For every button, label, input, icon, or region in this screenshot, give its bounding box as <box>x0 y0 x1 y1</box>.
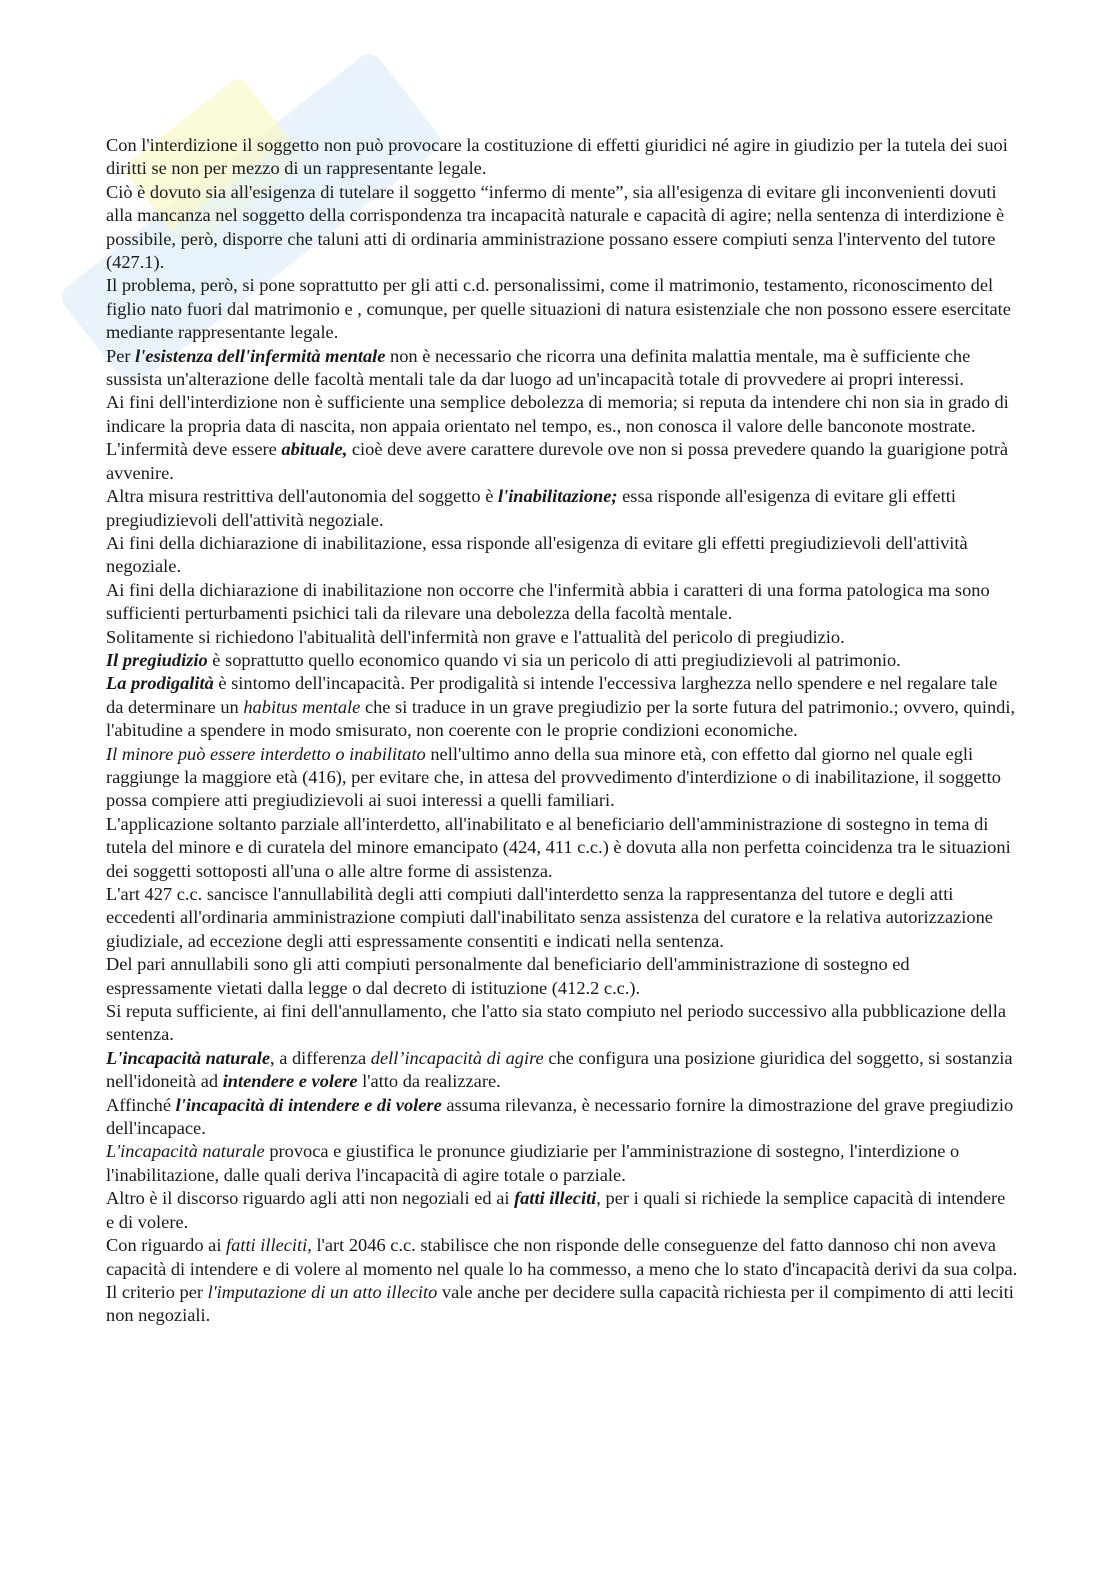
paragraph-text: essa risponde all'esigenza di evitare gli effetti pregiudizievoli dell'attività negoziale. <box>106 486 957 530</box>
paragraph-text: Del pari annullabili sono gli atti compiuti personalmente dal beneficiario dell'amministrazione di sostegno ed espressamente vietati dalla legge o dal decreto di istituzione (412.2 c.c.). <box>106 954 910 998</box>
paragraph <box>106 485 1018 532</box>
paragraph <box>106 134 1018 181</box>
emphasis-text: l'imputazione di un atto illecito <box>207 1281 438 1302</box>
paragraph-text: , per i quali si richiede la semplice capacità di intendere e di volere. <box>106 1188 1006 1232</box>
paragraph <box>106 672 1018 742</box>
paragraph-text: vale anche per decidere sulla capacità richiesta per il compimento di atti leciti non negoziali. <box>106 1281 1014 1326</box>
paragraph <box>106 345 1018 392</box>
emphasis-text: dell’incapacità di agire <box>370 1047 544 1068</box>
paragraph <box>106 274 1018 344</box>
paragraph-text: Altro è il discorso riguardo agli atti non negoziali ed ai <box>106 1188 515 1209</box>
emphasis-text: Il pregiudizio <box>106 649 208 670</box>
paragraph-text: Con l'interdizione il soggetto non può provocare la costituzione di effetti giuridici né agire in giudizio per la tutela dei suoi diritti se non per mezzo di un rappresentante legale. <box>106 135 1008 179</box>
emphasis-text: La prodigalità <box>106 673 214 694</box>
paragraph-text: , l'art 2046 c.c. stabilisce che non risponde delle conseguenze del fatto dannoso chi non aveva capacità di intendere e di volere al momento nel quale lo ha commesso, a meno che lo stato d'incapacità derivi da sua colpa. <box>106 1235 1018 1279</box>
emphasis-text: L'incapacità naturale <box>106 1047 270 1068</box>
paragraph <box>106 1000 1018 1047</box>
paragraph-text: non è necessario che ricorra una definita malattia mentale, ma è sufficiente che sussista un'alterazione delle facoltà mentali tale da dar luogo ad un'incapacità totale di provvedere ai propri interessi. <box>106 345 971 390</box>
paragraph-text: che si traduce in un grave pregiudizio per la sorte futura del patrimonio.; ovvero, quindi, l'abitudine a spendere in modo smisurato, non coerente con le proprie condizioni economiche. <box>106 696 1016 741</box>
paragraph-text: che configura una posizione giuridica del soggetto, si sostanzia nell'idoneità ad <box>106 1047 1013 1092</box>
paragraph-text: Ai fini dell'interdizione non è sufficiente una semplice debolezza di memoria; si reputa da intendere chi non sia in grado di indicare la propria data di nascita, non appaia orientato nel tempo, es., non conosca il valore delle banconote mostrate. <box>106 392 1009 436</box>
paragraph <box>106 953 1018 1000</box>
paragraph-text: L'infermità deve essere <box>106 439 282 460</box>
paragraph-text: L'applicazione soltanto parziale all'interdetto, all'inabilitato e al beneficiario dell'amministrazione di sostegno in tema di tutela del minore e di curatela del minore emancipato (424, 411 c.c.) è dovuta alla non perfetta coincidenza tra le situazioni dei soggetti sottoposti all'una o alle altre forme di assistenza. <box>106 813 1011 881</box>
emphasis-text: Il minore può essere interdetto o inabilitato <box>106 743 426 764</box>
paragraph-text: Ai fini della dichiarazione di inabilitazione, essa risponde all'esigenza di evitare gli effetti pregiudizievoli dell'attività negoziale. <box>106 532 968 577</box>
emphasis-text: l'inabilitazione; <box>497 486 618 507</box>
paragraph <box>106 579 1018 626</box>
paragraph-text: cioè deve avere carattere durevole ove non si possa prevedere quando la guarigione potrà avvenire. <box>106 439 1009 483</box>
emphasis-text: fatti illeciti <box>514 1188 597 1209</box>
paragraph <box>106 532 1018 579</box>
paragraph-text: Ai fini della dichiarazione di inabilitazione non occorre che l'infermità abbia i caratteri di una forma patologica ma sono sufficienti perturbamenti psichici tali da rilevare una debolezza della facoltà mentale. <box>106 579 990 624</box>
emphasis-text: fatti illeciti <box>226 1235 308 1256</box>
paragraph-text: Per <box>106 345 136 366</box>
paragraph-text: Affinché <box>106 1094 176 1115</box>
paragraph <box>106 1281 1018 1328</box>
paragraph <box>106 1234 1018 1281</box>
paragraph <box>106 626 1018 649</box>
document-body <box>106 134 1018 1328</box>
paragraph <box>106 181 1018 275</box>
paragraph-text: L'art 427 c.c. sancisce l'annullabilità degli atti compiuti dall'interdetto senza la rappresentanza del tutore e degli atti eccedenti all'ordinaria amministrazione compiuti dall'inabilitato senza assistenza del curatore e la relativa autorizzazione giudiziale, ad eccezione degli atti espressamente consentiti e indicati nella sentenza. <box>106 884 993 951</box>
emphasis-text: intendere e volere <box>222 1071 358 1092</box>
paragraph-text: Solitamente si richiedono l'abitualità dell'infermità non grave e l'attualità del pericolo di pregiudizio. <box>106 626 845 647</box>
paragraph <box>106 813 1018 883</box>
emphasis-text: L'incapacità naturale <box>106 1141 265 1162</box>
paragraph <box>106 1187 1018 1234</box>
paragraph-text: Altra misura restrittiva dell'autonomia del soggetto è <box>106 486 498 507</box>
paragraph <box>106 391 1018 438</box>
paragraph <box>106 1094 1018 1141</box>
paragraph-text: , a differenza <box>270 1047 371 1068</box>
paragraph-text: provoca e giustifica le pronunce giudiziarie per l'amministrazione di sostegno, l'interdizione o l'inabilitazione, dalle quali deriva l'incapacità di agire totale o parziale. <box>106 1141 960 1185</box>
paragraph-text: assuma rilevanza, è necessario fornire la dimostrazione del grave pregiudizio dell'incapace. <box>106 1094 1014 1139</box>
paragraph-text: Il criterio per <box>106 1281 208 1302</box>
paragraph <box>106 1047 1018 1094</box>
paragraph-text: l'atto da realizzare. <box>357 1071 501 1092</box>
paragraph-text: è sintomo dell'incapacità. Per prodigalità si intende l'eccessiva larghezza nello spendere e nel regalare tale da determinare un <box>106 673 998 717</box>
paragraph <box>106 883 1018 953</box>
emphasis-text: l'incapacità di intendere e di volere <box>175 1094 442 1115</box>
emphasis-text: abituale, <box>281 439 348 460</box>
paragraph <box>106 649 1018 672</box>
paragraph-text: Il problema, però, si pone soprattutto per gli atti c.d. personalissimi, come il matrimonio, testamento, riconoscimento del figlio nato fuori dal matrimonio e , comunque, per quelle situazioni di natura esistenziale che non possono essere esercitate mediante rappresentante legale. <box>106 275 1011 343</box>
paragraph <box>106 438 1018 485</box>
paragraph-text: Si reputa sufficiente, ai fini dell'annullamento, che l'atto sia stato compiuto nel periodo successivo alla pubblicazione della sentenza. <box>106 1001 1007 1045</box>
paragraph <box>106 743 1018 813</box>
paragraph-text: Ciò è dovuto sia all'esigenza di tutelare il soggetto “infermo di mente”, sia all'esigenza di evitare gli inconvenienti dovuti alla mancanza nel soggetto della corrispondenza tra incapacità naturale e capacità di agire; nella sentenza di interdizione è possibile, però, disporre che taluni atti di ordinaria amministrazione possano essere compiuti senza l'intervento del tutore (427.1). <box>106 181 1005 273</box>
paragraph <box>106 1140 1018 1187</box>
paragraph-text: Con riguardo ai <box>106 1235 227 1256</box>
paragraph-text: è soprattutto quello economico quando vi sia un pericolo di atti pregiudizievoli al patrimonio. <box>207 649 901 670</box>
emphasis-text: l'esistenza dell'infermità mentale <box>135 345 386 366</box>
emphasis-text: habitus mentale <box>243 696 361 717</box>
paragraph-text: nell'ultimo anno della sua minore età, con effetto dal giorno nel quale egli raggiunge la maggiore età (416), per evitare che, in attesa del provvedimento d'interdizione o di inabilitazione, il soggetto possa compiere atti pregiudizievoli ai suoi interessi a quelli familiari. <box>106 743 1001 811</box>
